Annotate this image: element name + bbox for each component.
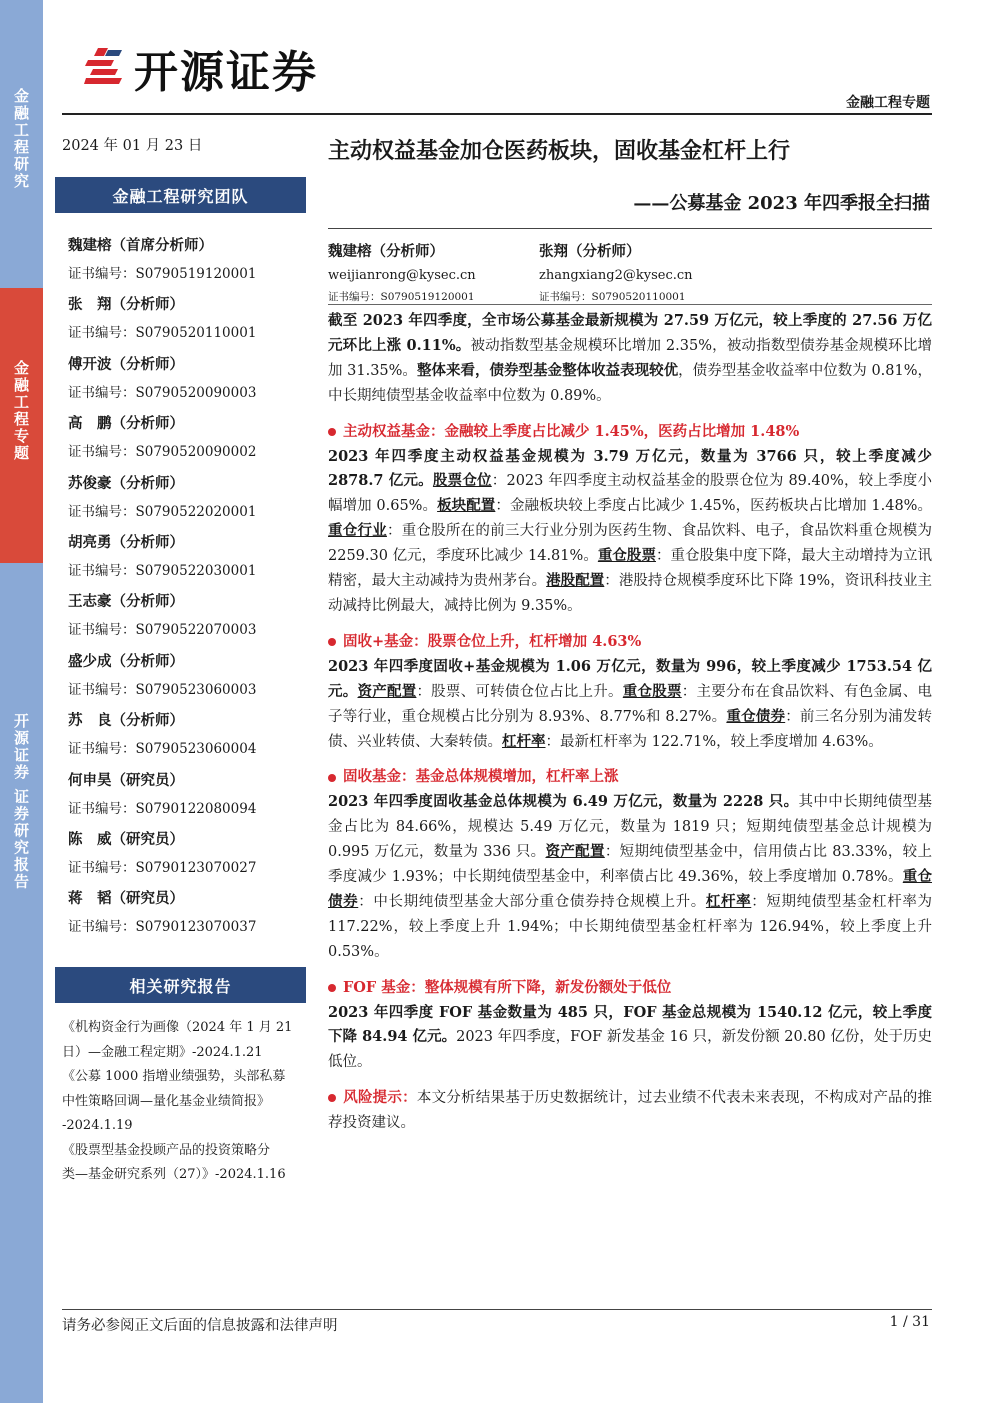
related-line: -2024.1.19 [62,1118,133,1133]
bullet-icon [328,984,336,992]
page-title: 主动权益基金加仓医药板块，固收基金杠杆上行 [328,138,791,164]
text-run: ：重仓股所在的前三大行业分别为医药生物、食品饮料、电子，食品饮料重仓规模为 2259.30 亿元，季度环比减少 14.81%。 [328,523,932,565]
text-run: 2023 年四季度，FOF 新发基金 16 只，新发份额 20.80 亿份，处于历史低位。 [328,1029,932,1071]
member-cert: 证书编号：S0790522020001 [68,503,257,520]
risk-label: 风险提示： [343,1089,417,1107]
text-run: ：前三名分别为浦发转债、兴业转债、大秦转债。 [328,708,933,750]
footer-divider [62,1309,932,1310]
team-member [68,355,256,402]
team-member [68,652,256,699]
author-name: 张翔（分析师） [539,243,641,260]
section-heading [328,976,932,1001]
intro-paragraph [328,309,932,409]
side-label: 金融工程专题 [12,360,30,462]
keyword: 杠杆率 [502,732,546,750]
section-heading-text: 固收+基金：股票仓位上升，杠杆增加 4.63% [343,632,642,650]
risk-paragraph [328,1086,932,1136]
author-cert: 证书编号：S0790519120001 [328,291,475,303]
section-heading [328,420,932,445]
member-cert: 证书编号：S0790123070037 [68,919,257,936]
author-name: 魏建榕（分析师） [328,243,444,260]
section-heading [328,765,932,790]
section-heading-text: FOF 基金：整体规模有所下降，新发份额处于低位 [343,978,672,996]
logo-mark-icon [84,46,124,90]
member-name: 胡亮勇（分析师） [68,534,184,551]
section-paragraph [328,655,932,755]
related-line: 《股票型基金投顾产品的投资策略分 [62,1142,271,1158]
text-run: ：中长期纯债型基金大部分重仓债券持仓规模上升。 [358,893,706,910]
title-divider [328,228,932,229]
member-name: 傅开波（分析师） [68,355,184,373]
keyword: 资产配置 [357,682,417,700]
side-label: 金融工程研究 [12,88,30,190]
text-run: 截至 2023 年四季度，全市场公募基金最新规模为 27.59 万亿元，较上季度的 27.56 万亿元环比上涨 0.11%。 [328,312,932,354]
bullet-icon [328,1094,336,1102]
brand-logo [84,36,318,100]
team-member [68,474,256,521]
team-member [68,771,256,818]
risk-text: 本文分析结果基于历史数据统计，过去业绩不代表未来表现，不构成对产品的推荐投资建议。 [328,1090,933,1132]
section-paragraph [328,445,932,619]
section-heading [328,630,932,655]
text-run: ：主要分布在食品饮料、有色金属、电子等行业，重仓规模占比分别为 8.93%、8.77%和 8.27%。 [328,683,933,725]
text-run: 2023 年四季度 FOF 基金数量为 485 只，FOF 基金总规模为 1540.12 亿元，较上季度下降 84.94 亿元。 [328,1003,932,1046]
member-cert: 证书编号：S0790122080094 [68,800,257,817]
text-run: ：短期纯债型基金杠杆率为 117.22%，较上季度上升 1.94%；中长期纯债型基金杠杆率为 126.94%，较上季度上升 0.53%。 [328,893,933,960]
header-divider [62,113,932,115]
author-block [328,240,476,304]
keyword: 重仓债券 [726,707,786,725]
member-cert: 证书编号：S0790523060004 [68,741,257,758]
section-paragraph [328,790,932,964]
text-run: ：港股持仓规模季度环比下降 19%，资讯科技业主动减持比例最大，减持比例为 9.35%。 [328,573,933,614]
member-cert: 证书编号：S0790522070003 [68,622,257,639]
bullet-icon [328,428,336,436]
team-member [68,889,256,936]
team-member [68,236,256,283]
related-line: 中性策略回调—量化基金业绩简报》 [62,1093,271,1109]
page-subtitle: ——公募基金 2023 年四季报全扫描 [633,193,930,214]
member-cert: 证书编号：S0790123070027 [68,860,257,876]
keyword: 板块配置 [437,497,496,515]
text-run: ，债券型基金收益率中位数为 0.81%，中长期纯债型基金收益率中位数为 0.89%。 [328,362,933,404]
author-email: zhangxiang2@kysec.cn [539,268,693,283]
member-cert: 证书编号：S0790522030001 [68,563,257,579]
brand-name: 开源证券 [134,47,318,98]
keyword: 股票仓位 [432,472,492,490]
related-line: 类—基金研究系列（27）》-2024.1.16 [62,1167,286,1182]
page-number: 1 / 31 [889,1314,930,1330]
member-name: 蒋 韬（研究员） [68,890,184,908]
keyword: 重仓股票 [622,682,682,700]
member-cert: 证书编号：S0790520110001 [68,325,257,342]
bullet-icon [328,774,336,782]
author-block [539,240,693,304]
text-run: ：股票、可转债仓位占比上升。 [416,683,623,700]
report-date: 2024 年 01 月 23 日 [62,138,203,154]
member-name: 高 鹏（分析师） [68,415,184,433]
team-heading: 金融工程研究团队 [55,177,306,213]
text-run: ：短期纯债型基金中，信用债占比 83.33%，较上季度减少 1.93%；中长期纯债型基金中，利率债占比 49.36%，较上季度增加 0.78%。 [328,844,932,886]
member-cert: 证书编号：S0790520090003 [68,384,257,401]
keyword: 重仓股票 [597,547,656,565]
team-member [68,711,256,758]
team-member [68,295,256,342]
text-run: 其中中长期纯债型基金占比为 84.66%，规模达 5.49 万亿元，数量为 1819 只；短期纯债型基金总计规模为 0.995 万亿元，数量为 336 只。 [328,794,932,861]
keyword: 重仓债券 [328,868,932,910]
related-heading: 相关研究报告 [55,967,306,1003]
keyword: 资产配置 [545,843,605,861]
text-run: ：最新杠杆率为 122.71%，较上季度增加 4.63%。 [545,733,883,750]
related-line: 《公募 1000 指增业绩强势，头部私募 [62,1069,286,1084]
side-label: 开源证券 证券研究报告 [12,713,30,891]
side-segment-topic [0,288,43,563]
side-strip [0,0,43,1403]
keyword: 港股配置 [546,572,605,590]
keyword: 杠杆率 [705,892,752,910]
text-run: 2023 年四季度主动权益基金规模为 3.79 万亿元，数量为 3766 只，较上季度减少 2878.7 亿元。 [328,447,932,490]
section-heading-text: 主动权益基金：金融较上季度占比减少 1.45%，医药占比增加 1.48% [343,422,800,440]
member-name: 张 翔（分析师） [68,296,184,314]
member-name: 陈 威（研究员） [68,831,184,848]
section-heading-text: 固收基金：基金总体规模增加，杠杆率上涨 [343,768,619,786]
text-run: ：金融板块较上季度占比减少 1.45%，医药板块占比增加 1.48%。 [495,498,933,515]
report-category: 金融工程专题 [846,95,930,111]
member-name: 苏俊豪（分析师） [68,474,184,492]
member-name: 盛少成（分析师） [68,652,184,670]
text-run: 整体来看，债券型基金整体收益表现较优 [416,361,679,379]
side-segment-research [0,0,43,288]
related-line: 日）—金融工程定期》-2024.1.21 [62,1044,263,1060]
bullet-icon [328,638,336,646]
member-name: 何申昊（研究员） [68,771,184,789]
member-cert: 证书编号：S0790520090002 [68,444,257,461]
text-run: ：2023 年四季度主动权益基金的股票仓位为 89.40%，较上季度小幅增加 0.65%。 [328,473,933,515]
section-paragraph [328,1001,932,1076]
text-run: 2023 年四季度固收基金总体规模为 6.49 万亿元，数量为 2228 只。 [328,793,799,811]
member-cert: 证书编号：S0790523060003 [68,681,257,698]
text-run: ：重仓股集中度下降，最大主动增持为立讯精密，最大主动减持为贵州茅台。 [328,548,933,590]
related-line: 《机构资金行为画像（2024 年 1 月 21 [62,1020,293,1035]
author-cert: 证书编号：S0790520110001 [539,291,686,303]
member-name: 魏建榕（首席分析师） [68,237,213,254]
keyword: 重仓行业 [328,522,387,540]
team-member [68,592,256,639]
side-segment-brand [0,563,43,1403]
team-member [68,533,256,580]
member-name: 王志豪（分析师） [68,593,184,611]
member-name: 苏 良（分析师） [68,712,184,730]
team-member [68,414,256,461]
team-member [68,830,256,877]
footer-disclaimer: 请务必参阅正文后面的信息披露和法律声明 [62,1318,338,1334]
related-reports [62,1016,307,1188]
author-divider [328,304,932,305]
report-body [328,309,932,1136]
author-email: weijianrong@kysec.cn [328,268,476,283]
text-run: 2023 年四季度固收+基金规模为 1.06 万亿元，数量为 996，较上季度减少 1753.54 亿元。 [328,657,932,700]
text-run: 被动指数型基金规模环比增加 2.35%，被动指数型债券基金规模环比增加 31.35%。 [328,337,932,379]
member-cert: 证书编号：S0790519120001 [68,266,257,282]
